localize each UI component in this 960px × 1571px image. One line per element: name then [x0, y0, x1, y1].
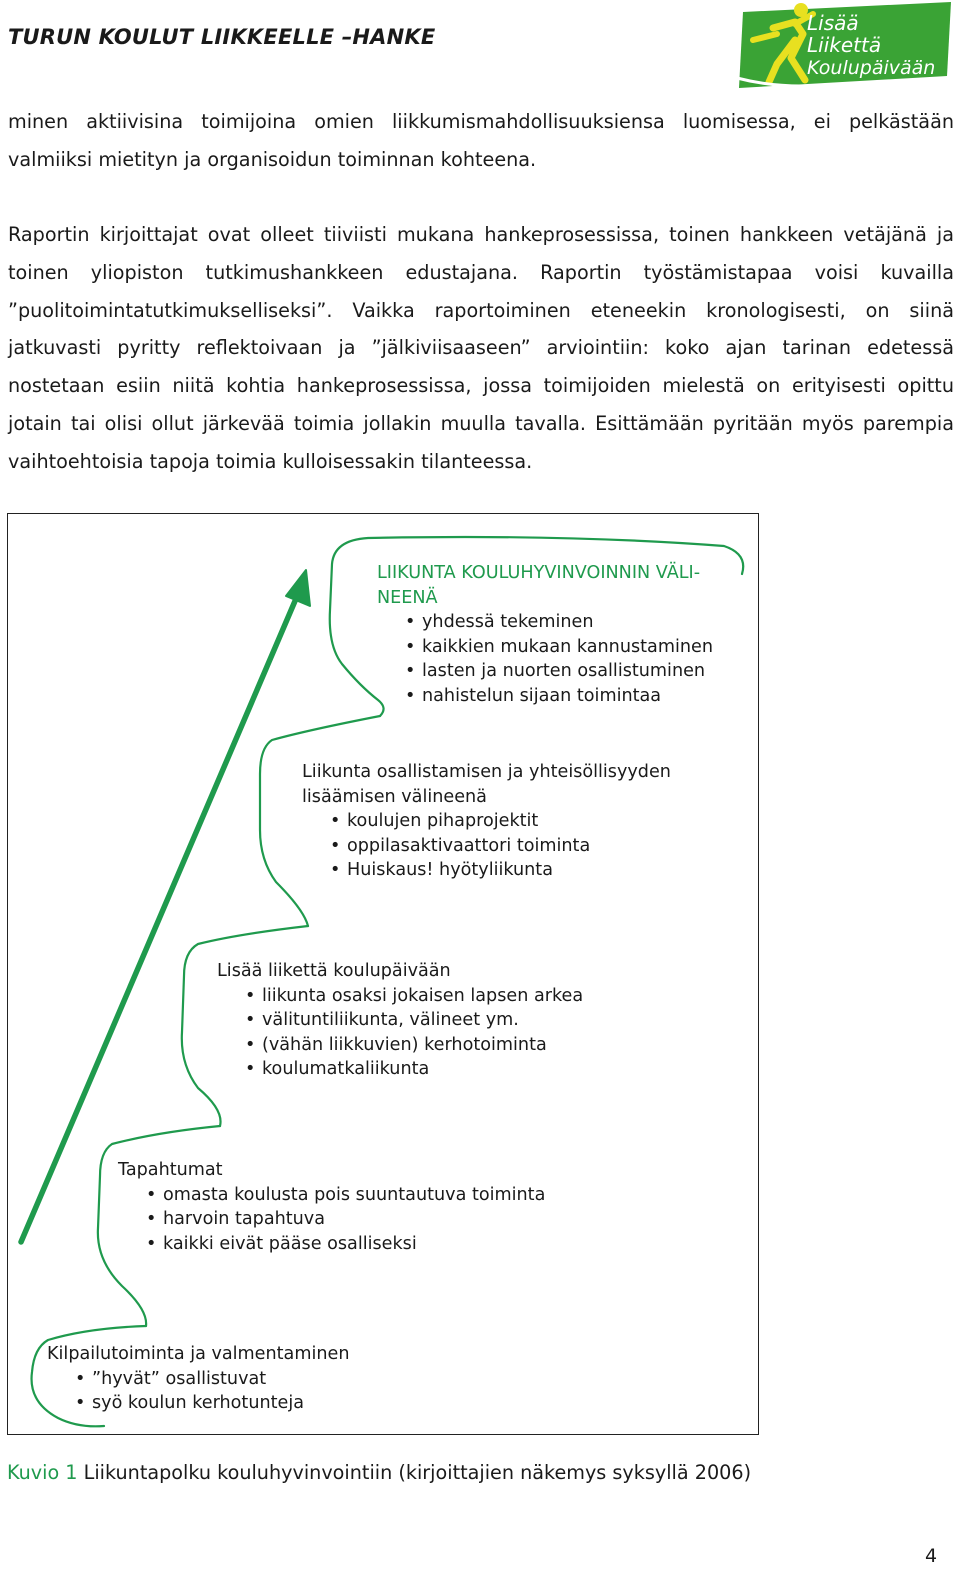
- page-number: 4: [925, 1545, 938, 1567]
- progress-arrow-shaft: [21, 594, 298, 1242]
- list-item: • koulujen pihaprojektit: [330, 811, 539, 831]
- figure-block-1: [377, 561, 713, 708]
- project-logo: [733, 0, 955, 92]
- body-paragraph-2: [8, 216, 954, 481]
- list-item: • välituntiliikunta, välineet ym.: [245, 1010, 519, 1030]
- figure-frame: [7, 513, 759, 1435]
- list-item: • lasten ja nuorten osallistuminen: [405, 661, 706, 681]
- block-title-line: Kilpailutoiminta ja valmentaminen: [47, 1344, 350, 1364]
- list-item: • yhdessä tekeminen: [405, 612, 594, 632]
- block-title-line: NEENÄ: [377, 587, 438, 608]
- paragraph-text: Raportin kirjoittajat ovat olleet tiiviisti mukana hankeprosessissa, toinen hankkeen vetäjänä ja toinen yliopiston tutkimushankkeen edustajana. Raportin työstämistapaa voisi kuvailla ”puolitoimintatutkimukselliseksi”. Vaikka raportoiminen eteneekin kronologisesti, on siinä jatkuvasti pyritty reflektoivaan ja ”jälkiviisaaseen” arviointiin: koko ajan tarinan edetessä nostetaan esiin niitä kohtia hankeprosessissa, jossa toimijoiden mielestä on erityisesti opittu jotain tai olisi ollut järkevää toimia jollakin muulla tavalla. Esittämään pyritään myös parempia vaihtoehtoisia tapoja toimia kulloisessakin tilanteessa.: [8, 223, 954, 473]
- figure-block-5: [47, 1342, 349, 1416]
- logo-line-1: Lisää: [807, 11, 859, 35]
- list-item: • Huiskaus! hyötyliikunta: [330, 860, 553, 880]
- body-paragraph-1: [8, 103, 954, 179]
- block-title-line: Tapahtumat: [118, 1160, 223, 1180]
- list-item: • (vähän liikkuvien) kerhotoiminta: [245, 1034, 547, 1055]
- figure-caption: [7, 1461, 751, 1484]
- block-title-line: lisäämisen välineenä: [302, 786, 487, 807]
- caption-text: Liikuntapolku kouluhyvinvointiin (kirjoittajien näkemys syksyllä 2006): [83, 1461, 752, 1484]
- list-item: • kaikkien mukaan kannustaminen: [405, 636, 713, 657]
- figure-block-4: [118, 1158, 545, 1256]
- list-item: • liikunta osaksi jokaisen lapsen arkea: [245, 985, 584, 1006]
- figure-block-2: [302, 760, 671, 883]
- paragraph-text: minen aktiivisina toimijoina omien liikkumismahdollisuuksiensa luomisessa, ei pelkästään valmiiksi mietityn ja organisoidun toiminnan kohteena.: [8, 110, 954, 171]
- progress-arrow-head: [286, 570, 310, 606]
- list-item: • harvoin tapahtuva: [146, 1209, 325, 1229]
- list-item: • koulumatkaliikunta: [245, 1059, 430, 1079]
- figure-block-3: [217, 959, 583, 1082]
- list-item: • nahistelun sijaan toimintaa: [405, 685, 662, 706]
- list-item: • oppilasaktivaattori toiminta: [330, 835, 591, 856]
- list-item: • kaikki eivät pääse osalliseksi: [146, 1233, 417, 1254]
- block-title-line: Lisää liikettä koulupäivään: [217, 961, 451, 981]
- caption-label: Kuvio 1: [7, 1461, 78, 1484]
- list-item: • syö koulun kerhotunteja: [75, 1393, 305, 1413]
- logo-line-3: Koulupäivään: [807, 57, 936, 79]
- block-title-line: LIIKUNTA KOULUHYVINVOINNIN VÄLI-: [377, 563, 701, 583]
- logo-line-2: Liikettä: [807, 33, 882, 57]
- list-item: • ”hyvät” osallistuvat: [75, 1368, 267, 1389]
- list-item: • omasta koulusta pois suuntautuva toiminta: [146, 1184, 546, 1205]
- block-title-line: Liikunta osallistamisen ja yhteisöllisyyden: [302, 762, 671, 782]
- page-header-title: TURUN KOULUT LIIKKEELLE –HANKE: [8, 25, 436, 49]
